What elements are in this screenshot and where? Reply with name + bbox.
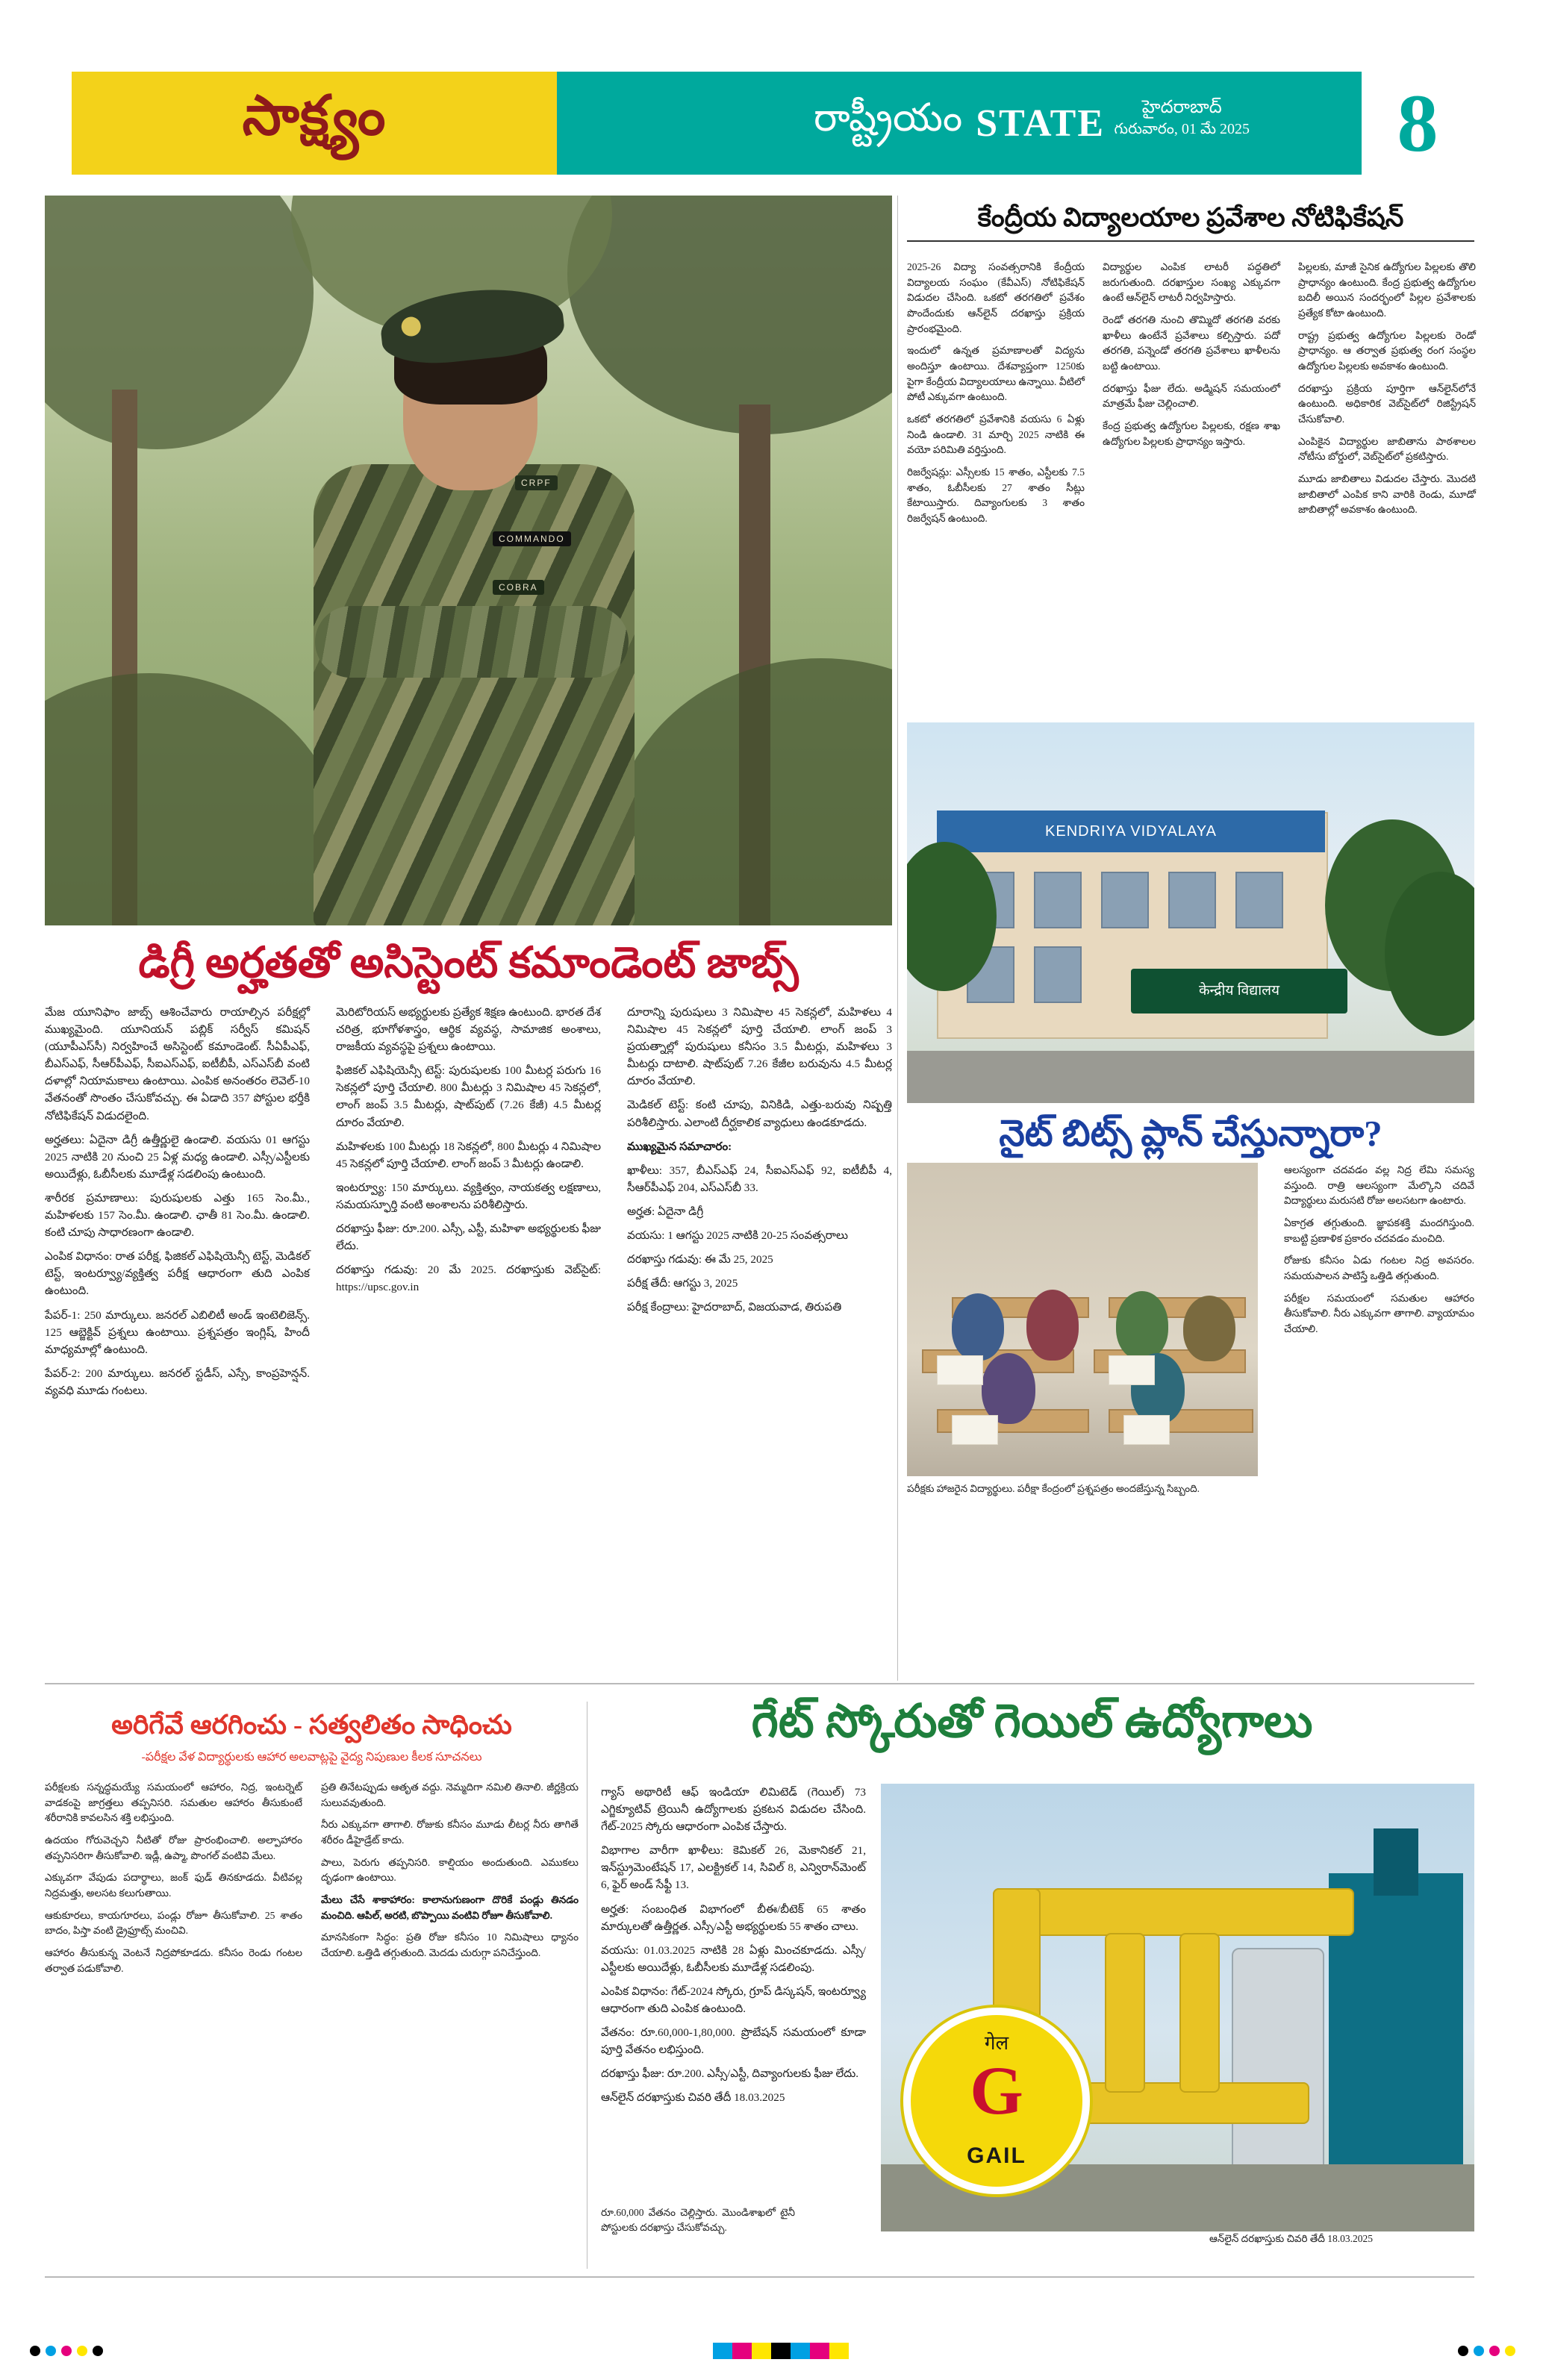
student [982, 1353, 1035, 1424]
registration-dots-left [30, 2346, 103, 2356]
registration-blocks-center [713, 2343, 849, 2359]
soldier-crossed-arms [315, 606, 629, 678]
subheading: మేలు చేసే శాకాహారం: కాలానుగుణంగా దొరికే పండ్లు తినడం మంచిది. ఆపిల్, అరటి, బొప్పాయి వంటివి రోజూ తీసుకోవాలి. [321, 1893, 579, 1921]
gas-pipeline [1179, 1933, 1220, 2093]
paragraph: ఎంపిక విధానం: గేట్-2024 స్కోరు, గ్రూప్ డిస్కషన్, ఇంటర్వ్యూ ఆధారంగా తుది ఎంపిక ఉంటుంది. [601, 1984, 866, 2016]
paragraph: 2025-26 విద్యా సంవత్సరానికి కేంద్రీయ విద్యాలయ సంఘం (కేవీఎస్) నోటిఫికేషన్ విడుదల చేసింది. ఒకటో తరగతిలో ప్రవేశం పొందేందుకు ఆన్‌లైన్ దరఖాస్తు ప్రక్రియ ప్రారంభమైంది. [907, 261, 1085, 334]
paragraph: రోజుకు కనీసం ఏడు గంటల నిద్ర అవసరం. సమయపాలన పాటిస్తే ఒత్తిడి తగ్గుతుంది. [1284, 1255, 1474, 1281]
paragraph: మెడికల్ టెస్ట్: కంటి చూపు, వినికిడి, ఎత్తు-బరువు నిష్పత్తి పరిశీలిస్తారు. ఎలాంటి దీర్ఘకాలిక వ్యాధులు ఉండకూడదు. [627, 1099, 892, 1129]
paragraph: వేతనం: రూ.60,000-1,80,000. ప్రొబేషన్ సమయంలో కూడా పూర్తి వేతనం లభిస్తుంది. [601, 2026, 866, 2057]
paragraph: ఖాళీలు: 357, బీఎస్ఎఫ్ 24, సీఐఎస్ఎఫ్ 92, ఐటీబీపీ 4, సీఆర్‌పీఎఫ్ 204, ఎస్ఎస్‌బీ 33. [627, 1164, 892, 1194]
soldier-figure [269, 285, 687, 925]
paragraph: పేపర్-1: 250 మార్కులు. జనరల్ ఎబిలిటీ అండ్ ఇంటెలిజెన్స్. 125 ఆబ్జెక్టివ్ ప్రశ్నలు ఉంటాయి. ప్రశ్నపత్రం ఇంగ్లిష్, హిందీ మాధ్యమాల్లో ఉంటుంది. [45, 1308, 310, 1356]
school-name-board [937, 810, 1325, 852]
paragraph: పరీక్ష తేదీ: ఆగస్టు 3, 2025 [627, 1277, 738, 1290]
reg-dot [1489, 2346, 1500, 2356]
paragraph: పిల్లలకు, మాజీ సైనిక ఉద్యోగుల పిల్లలకు తొలి ప్రాధాన్యం ఉంటుంది. కేంద్ర ప్రభుత్వ ఉద్యోగుల బదిలీ అయిన సందర్భంలో పిల్లల ప్రవేశాలకు ప్రత్యేక కోటా ఉంటుంది. [1298, 261, 1476, 319]
masthead-logo-block [72, 72, 557, 175]
lead-column-1 [45, 1004, 310, 1675]
paragraph: అర్హత: ఏదైనా డిగ్రీ [627, 1205, 704, 1218]
paragraph: పరీక్షలకు సన్నద్ధమయ్యే సమయంలో ఆహారం, నిద్ర, ఇంటర్నెట్ వాడకంపై జాగ్రత్తలు తప్పనిసరి. సమతుల ఆహారం తీసుకుంటే శరీరానికి కావలసిన శక్తి లభిస్తుంది. [45, 1781, 302, 1824]
gail-logo-hindi: गेल [984, 2032, 1009, 2054]
kv-body-columns [907, 260, 1476, 716]
kv-column-3 [1298, 260, 1476, 716]
crpf-patch: CRPF [515, 475, 558, 490]
answer-sheet [952, 1415, 998, 1445]
section-title-english: STATE [976, 101, 1106, 145]
gail-caption-right: ఆన్‌లైన్ దరఖాస్తుకు చివరి తేదీ 18.03.2025 [1209, 2233, 1374, 2244]
road [907, 1051, 1474, 1103]
paragraph: పాలు, పెరుగు తప్పనిసరి. కాల్షియం అందుతుంది. ఎముకలు దృఢంగా ఉంటాయి. [321, 1856, 579, 1884]
exam-hall-photo [907, 1163, 1258, 1476]
paragraph: దరఖాస్తు గడువు: 20 మే 2025. దరఖాస్తుకు వెబ్‌సైట్: https://upsc.gov.in [336, 1264, 601, 1294]
window [1034, 872, 1082, 928]
exam-photo-caption: పరీక్షకు హాజరైన విద్యార్థులు. పరీక్షా కేంద్రంలో ప్రశ్నపత్రం అందజేస్తున్న సిబ్బంది. [907, 1483, 1200, 1494]
paragraph: కేంద్ర ప్రభుత్వ ఉద్యోగుల పిల్లలకు, రక్షణ శాఖ ఉద్యోగుల పిల్లలకు ప్రాధాన్యం ఇస్తారు. [1103, 419, 1280, 447]
footer-divider [45, 2276, 1474, 2278]
lead-body-columns [45, 1004, 892, 1675]
reg-dot [93, 2346, 103, 2356]
reg-dot [46, 2346, 56, 2356]
paragraph: పేపర్-2: 200 మార్కులు. జనరల్ స్టడీస్, ఎస్సే, కాంప్రహెన్షన్. వ్యవధి మూడు గంటలు. [45, 1367, 310, 1397]
paragraph: ఏకాగ్రత తగ్గుతుంది. జ్ఞాపకశక్తి మందగిస్తుంది. కాబట్టి ప్రణాళిక ప్రకారం చదవడం మంచిది. [1284, 1216, 1474, 1244]
reg-block [752, 2343, 771, 2359]
paragraph: ఇంటర్వ్యూ: 150 మార్కులు. వ్యక్తిత్వం, నాయకత్వ లక్షణాలు, సమయస్ఫూర్తి వంటి అంశాలను పరిశీలిస్తారు. [336, 1181, 601, 1211]
subheading: ముఖ్యమైన సమాచారం: [627, 1140, 732, 1153]
gas-pipeline [1105, 1933, 1145, 2093]
color-registration-bar [30, 2341, 1515, 2361]
paragraph: ఆన్‌లైన్ దరఖాస్తుకు చివరి తేదీ 18.03.2025 [601, 2091, 785, 2105]
reg-dot [1505, 2346, 1515, 2356]
paragraph: ఆలస్యంగా చదవడం వల్ల నిద్ర లేమి సమస్య వస్తుంది. రాత్రి ఆలస్యంగా మేల్కొని చదివే విద్యార్థులు మరుసటి రోజు అలసటగా ఉంటారు. [1284, 1164, 1474, 1207]
answer-sheet [1123, 1415, 1170, 1445]
gail-body-column [601, 1784, 866, 2114]
gail-logo [903, 2008, 1090, 2194]
school-name-text: KENDRIYA VIDYALAYA [1045, 823, 1217, 840]
reg-block [810, 2343, 829, 2359]
section-divider [45, 1683, 1474, 1684]
paragraph: నీరు ఎక్కువగా తాగాలి. రోజుకు కనీసం మూడు లీటర్ల నీరు తాగితే శరీరం డీహైడ్రేట్ కాదు. [321, 1819, 579, 1846]
health-subheadline: -పరీక్షల వేళ విద్యార్థులకు ఆహార అలవాట్లపై వైద్య నిపుణుల కీలక సూచనలు [141, 1751, 482, 1764]
paragraph: ఫిజికల్ ఎఫిషియెన్సీ టెస్ట్: పురుషులకు 100 మీటర్ల పరుగు 16 సెకన్లలో పూర్తి చేయాలి. 800 మీటర్లు 3 నిమిషాల 45 సెకన్లలో, లాంగ్ జంప్ 3.5 మీటర్లు, షాట్‌పుట్ (7.26 కేజీ) 4.5 మీటర్ల దూరం వేయాలి. [336, 1064, 601, 1129]
paragraph: రాష్ట్ర ప్రభుత్వ ఉద్యోగుల పిల్లలకు రెండో ప్రాధాన్యం. ఆ తర్వాత ప్రభుత్వ రంగ సంస్థల ఉద్యోగుల పిల్లలకు అవకాశం ఉంటుంది. [1298, 329, 1476, 372]
student [1026, 1290, 1079, 1361]
paragraph: దూరాన్ని పురుషులు 3 నిమిషాల 45 సెకన్లలో, మహిళలు 4 నిమిషాల 45 సెకన్లలో పూర్తి చేయాలి. లాంగ్ జంప్ 3 ప్రయత్నాల్లో పురుషులు కనీసం 3.5 మీటర్లు, మహిళలు 3 మీటర్లు దాటాలి. షాట్‌పుట్ 7.26 కేజీల బరువును 4.5 మీటర్ల దూరం వేయాలి. [627, 1006, 892, 1088]
kv-headline-rule [907, 240, 1474, 242]
paragraph: మెరిటోరియస్ అభ్యర్థులకు ప్రత్యేక శిక్షణ ఉంటుంది. భారత దేశ చరిత్ర, భూగోళశాస్త్రం, ఆర్థిక వ్యవస్థ, సామాజిక అంశాలు, రాజకీయ వ్యవస్థపై ప్రశ్నలు ఉంటాయి. [336, 1006, 601, 1054]
student [952, 1293, 1004, 1361]
kv-column-1 [907, 260, 1085, 716]
window [1235, 872, 1283, 928]
edition-date: గురువారం, 01 మే 2025 [1114, 121, 1250, 138]
kendriya-vidyalaya-photo [907, 722, 1474, 1103]
night-bits-headline: నైట్ బిట్స్ ప్లాన్ చేస్తున్నారా? [999, 1113, 1383, 1154]
health-column-1 [45, 1780, 302, 2265]
lead-photo [45, 196, 892, 925]
masthead [72, 72, 1474, 175]
paragraph: ఎంపిక విధానం: రాత పరీక్ష, ఫిజికల్ ఎఫిషియెన్సీ టెస్ట్, మెడికల్ టెస్ట్, ఇంటర్వ్యూ/వ్యక్తిత్వ పరీక్ష ఆధారంగా తుది ఎంపిక ఉంటుంది. [45, 1250, 310, 1298]
page-number: 8 [1397, 77, 1438, 169]
reg-block [791, 2343, 810, 2359]
paragraph: ఆహారం తీసుకున్న వెంటనే నిద్రపోకూడదు. కనీసం రెండు గంటల తర్వాత పడుకోవాలి. [45, 1946, 302, 1974]
gail-logo-monogram: G [970, 2052, 1023, 2129]
gail-plant-photo [881, 1784, 1474, 2231]
paragraph: దరఖాస్తు ప్రక్రియ పూర్తిగా ఆన్‌లైన్‌లోనే ఉంటుంది. అధికారిక వెబ్‌సైట్‌లో రిజిస్ట్రేషన్ చేసుకోవాలి. [1298, 382, 1476, 425]
reg-block [713, 2343, 732, 2359]
paragraph: దరఖాస్తు గడువు: ఈ మే 25, 2025 [627, 1253, 773, 1266]
column-divider [897, 196, 898, 1681]
paragraph: అర్హత: సంబంధిత విభాగంలో బీఈ/బీటెక్ 65 శాతం మార్కులతో ఉత్తీర్ణత. ఎస్సీ/ఎస్టీ అభ్యర్థులకు 55 శాతం చాలు. [601, 1902, 866, 1933]
gail-caption-left: రూ.60,000 వేతనం చెల్లిస్తారు. మొండిశాఖలో టైనీ పోస్టులకు దరఖాస్తు చేసుకోవచ్చు. [601, 2207, 795, 2233]
kv-column-2 [1103, 260, 1280, 716]
paragraph: పరీక్షల సమయంలో సమతుల ఆహారం తీసుకోవాలి. నీరు ఎక్కువగా తాగాలి. వ్యాయామం చేయాలి. [1284, 1292, 1474, 1334]
health-headline: అరిగేవే ఆరగించు - సత్వలితం సాధించు [111, 1710, 512, 1740]
window [1034, 946, 1082, 1003]
paragraph: ఇందులో ఉన్నత ప్రమాణాలతో విద్యను అందిస్తూ ఉంటాయి. దేశవ్యాప్తంగా 1250కు పైగా కేంద్రీయ విద్యాలయాలు ఉన్నాయి. వీటిలో పోటీ ఎక్కువగా ఉంటుంది. [907, 345, 1085, 403]
paragraph: గ్యాస్ అథారిటీ ఆఫ్ ఇండియా లిమిటెడ్ (గెయిల్) 73 ఎగ్జిక్యూటివ్ ట్రెయినీ ఉద్యోగాలకు ప్రకటన విడుదల చేసింది. గేట్-2025 స్కోరు ఆధారంగా ఎంపిక చేస్తారు. [601, 1786, 866, 1834]
window [1101, 872, 1149, 928]
lead-column-2 [336, 1004, 601, 1675]
gail-headline: గేట్ స్కోరుతో గెయిల్ ఉద్యోగాలు [751, 1696, 1313, 1747]
paragraph: దరఖాస్తు ఫీజు: రూ.200. ఎస్సీ/ఎస్టీ, దివ్యాంగులకు ఫీజు లేదు. [601, 2067, 859, 2081]
reg-block [732, 2343, 752, 2359]
night-bits-column [1284, 1163, 1474, 1344]
paragraph: దరఖాస్తు ఫీజు లేదు. అడ్మిషన్ సమయంలో మాత్రమే ఫీజు చెల్లించాలి. [1103, 382, 1280, 410]
paragraph: అర్హతలు: ఏదైనా డిగ్రీ ఉత్తీర్ణులై ఉండాలి. వయసు 01 ఆగస్టు 2025 నాటికి 20 నుంచి 25 ఏళ్ల మధ్య ఉండాలి. ఎస్సీ/ఎస్టీలకు అయిదేళ్లు, ఓబీసీలకు మూడేళ్ల సడలింపు ఉంటుంది. [45, 1133, 310, 1181]
paragraph: ఒకటో తరగతిలో ప్రవేశానికి వయసు 6 ఏళ్లు నిండి ఉండాలి. 31 మార్చి 2025 నాటికి ఈ వయో పరిమితి వర్తిస్తుంది. [907, 413, 1085, 456]
gail-logo-text: GAIL [967, 2143, 1026, 2168]
reg-dot [1474, 2346, 1484, 2356]
masthead-pagenumber-block [1362, 72, 1474, 175]
lead-column-3 [627, 1004, 892, 1675]
paragraph: ఎంపికైన విద్యార్థుల జాబితాను పాఠశాలల నోటీసు బోర్డులో, వెబ్‌సైట్‌లో ప్రకటిస్తారు. [1298, 435, 1476, 463]
reg-dot [77, 2346, 87, 2356]
student [1183, 1296, 1235, 1361]
paragraph: రెండో తరగతి నుంచి తొమ్మిదో తరగతి వరకు ఖాళీలు ఉంటేనే ప్రవేశాలు కల్పిస్తారు. పదో తరగతి, పన్నెండో తరగతి ప్రవేశాలు ఖాళీలను బట్టి ఉంటాయి. [1103, 313, 1280, 372]
paragraph: వయసు: 1 ఆగస్టు 2025 నాటికి 20-25 సంవత్సరాలు [627, 1229, 849, 1243]
plant-tower [1374, 1828, 1418, 1896]
paragraph: ఉదయం గోరువెచ్చని నీటితో రోజు ప్రారంభించాలి. అల్పాహారం తప్పనిసరిగా తీసుకోవాలి. ఇడ్లీ, ఉప్మా, పొంగల్ వంటివి మేలు. [45, 1834, 302, 1861]
window [1168, 872, 1216, 928]
paragraph: ఎక్కువగా వేపుడు పదార్థాలు, జంక్ ఫుడ్ తినకూడదు. వీటివల్ల నిద్రమత్తు, అలసట కలుగుతాయి. [45, 1872, 302, 1899]
health-column-2 [321, 1780, 579, 2265]
masthead-section-block [557, 72, 1362, 175]
paragraph: విద్యార్థుల ఎంపిక లాటరీ పద్ధతిలో జరుగుతుంది. దరఖాస్తుల సంఖ్య ఎక్కువగా ఉంటే ఆన్‌లైన్ లాటరీ నిర్వహిస్తారు. [1103, 261, 1280, 304]
paragraph: మేజ యూనిఫాం జాబ్స్ ఆశించేవారు రాయాల్సిన పరీక్షల్లో ముఖ్యమైంది. యూనియన్ పబ్లిక్ సర్వీస్ కమిషన్ (యూపీఎస్‌సీ) నిర్వహించే అసిస్టెంట్ కమాండెంట్. సీఏపీఎఫ్, బీఎస్ఎఫ్, సీఆర్‌పీఎఫ్, సీఐఎస్ఎఫ్, ఐటీబీపీ, ఎస్ఎస్‌బీ వంటి దళాల్లో నియామకాలు ఉంటాయి. ఎంపిక అనంతరం లెవెల్-10 వేతనంతో సొంతం చేసుకోవచ్చు. ఈ ఏడాది 357 పోస్టుల భర్తీకి నోటిఫికేషన్ విడుదలైంది. [45, 1006, 310, 1122]
edition-info [1115, 96, 1250, 140]
cobra-patch: COBRA [493, 580, 544, 595]
reg-dot [30, 2346, 40, 2356]
edition-city: హైదరాబాద్ [1141, 98, 1222, 117]
gas-pipeline [993, 1888, 1354, 1936]
reg-dot [1458, 2346, 1468, 2356]
paragraph: ప్రతి తినేటప్పుడు ఆతృత వద్దు. నెమ్మదిగా నమిలి తినాలి. జీర్ణక్రియ సులువవుతుంది. [321, 1781, 579, 1808]
paragraph: విభాగాల వారీగా ఖాళీలు: కెమికల్ 26, మెకానికల్ 21, ఇన్‌స్ట్రుమెంటేషన్ 17, ఎలక్ట్రికల్ 14, సివిల్ 8, ఎన్విరాన్‌మెంట్ 6, ఫైర్ అండ్ సేఫ్టీ 13. [601, 1844, 866, 1892]
reg-block [829, 2343, 849, 2359]
kv-headline: కేంద్రీయ విద్యాలయాల ప్రవేశాల నోటిఫికేషన్ [977, 203, 1404, 232]
answer-sheet [1109, 1355, 1155, 1385]
lead-headline: డిగ్రీ అర్హతతో అసిస్టెంట్ కమాండెంట్ జాబ్స్ [138, 940, 799, 987]
paragraph: శారీరక ప్రమాణాలు: పురుషులకు ఎత్తు 165 సెం.మీ., మహిళలకు 157 సెం.మీ. ఉండాలి. ఛాతీ 81 సెం.మీ. ఉండాలి. కంటి చూపు సాధారణంగా ఉండాలి. [45, 1191, 310, 1240]
paragraph: మానసికంగా సిద్ధం: ప్రతి రోజు కనీసం 10 నిమిషాలు ధ్యానం చేయాలి. ఒత్తిడి తగ్గుతుంది. మెదడు చురుగ్గా పనిచేస్తుంది. [321, 1931, 579, 1958]
paragraph: దరఖాస్తు ఫీజు: రూ.200. ఎస్సీ, ఎస్టీ, మహిళా అభ్యర్థులకు ఫీజు లేదు. [336, 1222, 601, 1253]
reg-block [771, 2343, 791, 2359]
section-title-telugu: రాష్ట్రీయం [813, 97, 963, 140]
paragraph: ఆకుకూరలు, కాయగూరలు, పండ్లు రోజూ తీసుకోవాలి. 25 శాతం బాదం, పిస్తా వంటి డ్రైఫ్రూట్స్ మంచివి. [45, 1909, 302, 1937]
hindi-name-board [1131, 969, 1347, 1013]
paragraph: మూడు జాబితాలు విడుదల చేస్తారు. మొదటి జాబితాలో ఎంపిక కాని వారికి రెండు, మూడో జాబితాల్లో అవకాశం ఉంటుంది. [1298, 472, 1476, 516]
answer-sheet [937, 1355, 983, 1385]
publication-logo: సాక్ష్యం [242, 86, 387, 147]
commando-patch: COMMANDO [493, 531, 571, 546]
registration-dots-right [1458, 2346, 1515, 2356]
paragraph: వయసు: 01.03.2025 నాటికి 28 ఏళ్లు మించకూడదు. ఎస్సీ/ఎస్టీలకు అయిదేళ్లు, ఓబీసీలకు మూడేళ్ల సడలింపు. [601, 1943, 866, 1974]
hindi-name-text: केन्द्रीय विद्यालय [1198, 983, 1280, 999]
paragraph: పరీక్ష కేంద్రాలు: హైదరాబాద్, విజయవాడ, తిరుపతి [627, 1301, 842, 1314]
health-body-columns [45, 1780, 579, 2265]
soldier-uniform [314, 464, 635, 925]
student [1116, 1291, 1168, 1360]
storage-tank [1232, 1948, 1324, 2190]
reg-dot [61, 2346, 72, 2356]
paragraph: రిజర్వేషన్లు: ఎస్సీలకు 15 శాతం, ఎస్టీలకు 7.5 శాతం, ఓబీసీలకు 27 శాతం సీట్లు కేటాయిస్తారు. దివ్యాంగులకు 3 శాతం రిజర్వేషన్ ఉంటుంది. [907, 466, 1085, 524]
paragraph: మహిళలకు 100 మీటర్లు 18 సెకన్లలో, 800 మీటర్లు 4 నిమిషాల 45 సెకన్లలో పూర్తి చేయాలి. లాంగ్ జంప్ 3 మీటర్లు ఉండాలి. [336, 1140, 601, 1170]
